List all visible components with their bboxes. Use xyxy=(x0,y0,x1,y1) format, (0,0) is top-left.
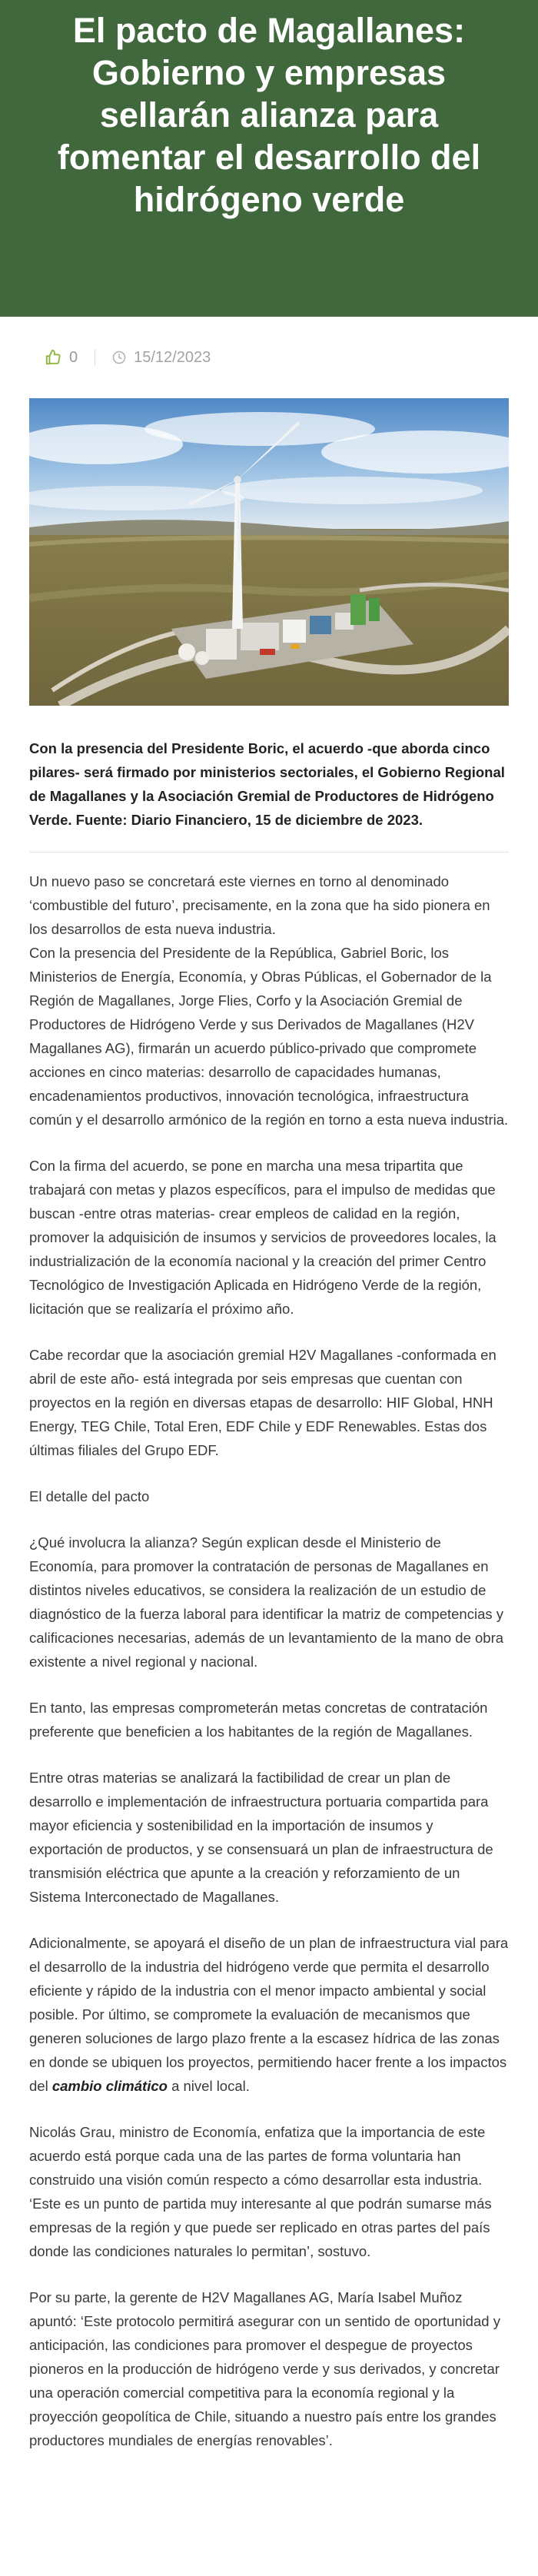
emphasis-climate-change: cambio climático xyxy=(51,2078,168,2094)
paragraph: ¿Qué involucra la alianza? Según explican desde el Ministerio de Economía, para promover la contratación de personas de Magallanes en distintos niveles educativos, se considera la realización de un estudio de diagnóstico de la fuerza laboral para identificar la matriz de competencias y calificaciones necesarias, además de un levantamiento de la mano de obra existente a nivel regional y nacional. xyxy=(29,1534,504,1670)
paragraph: En tanto, las empresas comprometerán metas concretas de contratación preferente que beneficien a los habitantes de la región de Magallanes. xyxy=(29,1700,488,1740)
lead-divider xyxy=(29,852,509,853)
article-photo xyxy=(29,398,509,706)
paragraph xyxy=(29,1931,509,2098)
section-subheading: El detalle del pacto xyxy=(29,1488,150,1504)
article-lead: Con la presencia del Presidente Boric, el acuerdo -que aborda cinco pilares- será firmado por ministerios sectoriales, el Gobierno Regional de Magallanes y la Asociación Gremial de Productores de Hidrógeno Verde. Fuente: Diario Financiero, 15 de diciembre de 2023. xyxy=(29,740,505,828)
like-count: 0 xyxy=(69,348,78,366)
paragraph-text: a nivel local. xyxy=(167,2078,250,2094)
paragraph: Por su parte, la gerente de H2V Magallanes AG, María Isabel Muñoz apuntó: ‘Este protocolo permitirá asegurar con un sentido de oportunidad y anticipación, las condiciones para promover el despegue de proyectos pioneros en la producción de hidrógeno verde y sus derivados, y concretar una operación comercial competitiva para la economía regional y la proyección geopolítica de Chile, situando a nuestro país entre los grandes productores mundiales de energías renovables’. xyxy=(29,2289,500,2448)
article-content xyxy=(0,317,538,2452)
publish-date xyxy=(112,349,211,367)
publish-date-text: 15/12/2023 xyxy=(134,348,211,366)
paragraph: Con la presencia del Presidente de la República, Gabriel Boric, los Ministerios de Energía, Economía, y Obras Públicas, el Gobernador de la Región de Magallanes, Jorge Flies, Corfo y la Asociación Gremial de Productores de Hidrógeno Verde y sus Derivados de Magallanes (H2V Magallanes AG), firmarán un acuerdo público-privado que compromete acciones en cinco materias: desarrollo de capacidades humanas, encadenamientos productivos, innovación tecnológica, infraestructura común y el desarrollo armónico de la región en torno a esta nueva industria. xyxy=(29,945,509,1128)
paragraph: Nicolás Grau, ministro de Economía, enfatiza que la importancia de este acuerdo está porque cada una de las partes de forma voluntaria han construido una visión común respecto a cómo desarrollar esta industria. ‘Este es un punto de partida muy interesante al que podrán sumarse más empresas de la región y que puede ser replicado en otras partes del país donde las condiciones naturales lo permitan’, sostuvo. xyxy=(29,2124,492,2259)
paragraph: Cabe recordar que la asociación gremial H2V Magallanes -conformada en abril de este año- está integrada por seis empresas que cuentan con proyectos en la región en diversas etapas de desarrollo: HIF Global, HNH Energy, TEG Chile, Total Eren, EDF Chile y EDF Renewables. Estas dos últimas filiales del Grupo EDF. xyxy=(29,1347,496,1458)
thumbs-up-icon xyxy=(45,349,61,366)
paragraph: Un nuevo paso se concretará este viernes en torno al denominado ‘combustible del futuro’, precisamente, en la zona que ha sido pionera en los desarrollos de esta nueva industria. xyxy=(29,873,490,937)
paragraph-text: Adicionalmente, se apoyará el diseño de un plan de infraestructura vial para el desarrollo de la industria del hidrógeno verde que permita el desarrollo eficiente y rápido de la industria con el menor impacto ambiental y social posible. Por último, se compromete la evaluación de mecanismos que generen soluciones de largo plazo frente a la escasez hídrica de las zonas en donde se ubiquen los proyectos, permitiendo hacer frente a los impactos del xyxy=(29,1935,509,2094)
paragraph: Entre otras materias se analizará la factibilidad de crear un plan de desarrollo e implementación de infraestructura portuaria compartida para mayor eficiencia y sostenibilidad en la importación de insumos y exportación de productos, y se consensuará un plan de infraestructura de transmisión eléctrica que apunte a la creación y reforzamiento de un Sistema Interconectado de Magallanes. xyxy=(29,1770,493,1905)
article-body xyxy=(29,869,509,2452)
clock-icon xyxy=(112,351,126,364)
paragraph: Con la firma del acuerdo, se pone en marcha una mesa tripartita que trabajará con metas y plazos específicos, para el impulso de medidas que buscan -entre otras materias- crear empleos de calidad en la región, promover la adquisición de insumos y servicios de proveedores locales, la industrialización de la economía nacional y la creación del primer Centro Tecnológico de Investigación Aplicada en Hidrógeno Verde de la región, licitación que se realizaría el próximo año. xyxy=(29,1158,496,1317)
article-meta xyxy=(29,317,509,398)
like-button[interactable] xyxy=(45,349,78,367)
article-header xyxy=(0,0,538,317)
article-title: El pacto de Magallanes: Gobierno y empresas sellarán alianza para fomentar el desarrollo del hidrógeno verde xyxy=(57,11,481,219)
